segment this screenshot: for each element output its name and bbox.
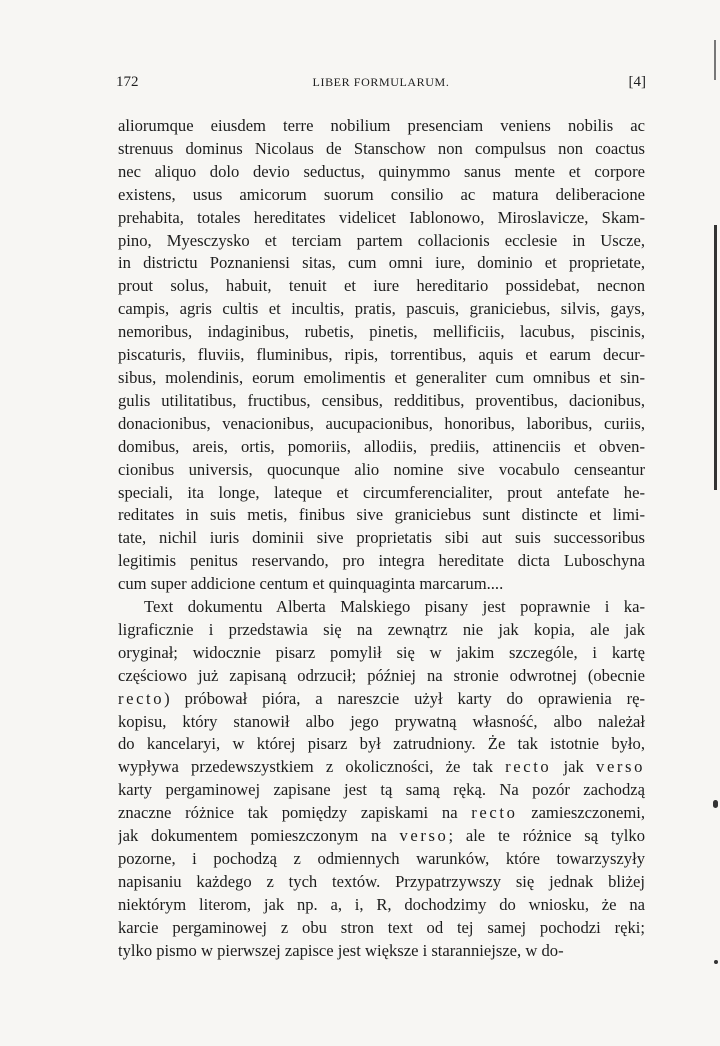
page-header [116, 74, 646, 98]
text-line: gulis utilitatibus, fructibus, censibus, redditibus, proventibus, dacionibus, [118, 390, 645, 410]
section-reference: [4] [628, 74, 646, 90]
text-line: reditates in suis metis, finibus sive graniciebus sunt distincte et limi- [118, 505, 645, 525]
text-segment: znaczne różnice tak pomiędzy zapiskami na [118, 803, 472, 823]
spaced-term: recto [471, 803, 518, 823]
text-segment: zamieszczonemi, [517, 803, 645, 823]
body-text [118, 115, 645, 963]
text-line: piscaturis, fluviis, fluminibus, ripis, torrentibus, aquis et earum decur- [118, 345, 645, 365]
scan-edge-mark [714, 40, 716, 80]
text-line: prehabita, totales hereditates videlicet Iablonowo, Miroslavicze, Skam- [118, 207, 645, 227]
text-line [118, 756, 645, 779]
text-line: napisaniu każdego z tych textów. Przypatrzywszy się jednak bliżej [118, 871, 645, 891]
text-line: in districtu Poznaniensi sitas, cum omni iure, dominio et proprietate, [118, 253, 645, 273]
text-line: tylko pismo w pierwszej zapisce jest większe i staranniejsze, w do- [118, 940, 564, 960]
text-line: ligraficznie i przedstawia się na zewnątrz nie jak kopia, ale jak [118, 619, 645, 639]
text-line: cionibus universis, quocunque alio nomine sive vocabulo censeantur [118, 459, 645, 479]
text-line: karty pergaminowej zapisane jest tą samą ręką. Na pozór zachodzą [118, 780, 645, 800]
text-line: campis, agris cultis et incultis, pratis, pascuis, graniciebus, silvis, gays, [118, 299, 645, 319]
spaced-term: recto [118, 688, 165, 708]
spaced-term: verso [399, 826, 449, 846]
text-segment: wypływa przedewszystkiem z okoliczności, że tak [118, 757, 506, 777]
spaced-term: verso [596, 757, 645, 777]
text-line: pozorne, i pochodzą z odmiennych warunków, które towarzyszyły [118, 849, 645, 868]
text-line: nemoribus, indaginibus, rubetis, pinetis, mellificiis, lacubus, piscinis, [118, 322, 645, 342]
text-line [118, 825, 645, 848]
text-line: aliorumque eiusdem terre nobilium presenciam veniens nobilis ac [118, 116, 645, 135]
scan-edge-mark [713, 800, 718, 808]
text-line: Text dokumentu Alberta Malskiego pisany jest poprawnie i ka- [144, 597, 645, 617]
text-line: cum super addicione centum et quinquaginta marcarum.... [118, 574, 504, 594]
text-line: sibus, molendinis, eorum emolimentis et generaliter cum omnibus et sin- [118, 367, 645, 387]
text-line: niektórym literom, jak np. a, i, R, dochodzimy do wniosku, że na [118, 894, 645, 914]
text-line: pino, Myesczysko et terciam partem collacionis ecclesie in Uscze, [118, 230, 645, 250]
text-line: do kancelaryi, w której pisarz był zatrudniony. Że tak istotnie było, [118, 734, 645, 754]
text-line [118, 665, 645, 688]
text-line: nec aliquo dolo devio seductus, quinymmo sanus mente et corpore [118, 161, 645, 181]
scan-edge-mark [714, 225, 717, 490]
text-line: legitimis penitus reservando, pro integra hereditate dicta Luboschyna [118, 551, 645, 571]
spaced-term: recto [505, 757, 552, 777]
text-line: prout solus, habuit, tenuit et iure hereditario possidebat, necnon [118, 276, 645, 296]
text-line: existens, usus amicorum suorum consilio ac matura deliberacione [118, 184, 645, 204]
running-title: LIBER FORMULARUM. [312, 75, 450, 89]
text-line: kopisu, który stanowił albo jego prywatną własność, albo należał [118, 711, 645, 731]
text-segment: jak dokumentem pomieszczonym na [118, 826, 400, 846]
scan-edge-mark [714, 960, 718, 964]
text-line: tate, nichil iuris dominii sive proprietatis sibi aut suis successoribus [118, 528, 645, 548]
text-line: oryginał; widocznie pisarz pomylił się w jakim szczególe, i kartę [118, 642, 645, 662]
text-line: donacionibus, venacionibus, aucupacionibus, honoribus, laboribus, curiis, [118, 413, 645, 433]
text-segment: jak [551, 757, 597, 777]
text-line: karcie pergaminowej z obu stron text od tej samej pochodzi ręki; [118, 917, 645, 937]
text-segment: ; ale te różnice są tylko [448, 826, 645, 846]
text-line: strenuus dominus Nicolaus de Stanschow non compulsus non coactus [118, 138, 645, 158]
text-line: speciali, ita longe, lateque et circumferencialiter, prout antefate he- [118, 482, 645, 502]
page-number: 172 [116, 74, 139, 90]
text-segment: ) próbował pióra, a nareszcie użył karty do oprawienia rę- [164, 688, 645, 708]
text-segment: częściowo już zapisaną odrzucił; później na stronie odwrotnej (obecnie [118, 665, 645, 685]
text-line [118, 802, 645, 825]
text-line [118, 688, 645, 711]
text-line: domibus, areis, ortis, pomoriis, allodiis, prediis, attinenciis et obven- [118, 436, 645, 456]
